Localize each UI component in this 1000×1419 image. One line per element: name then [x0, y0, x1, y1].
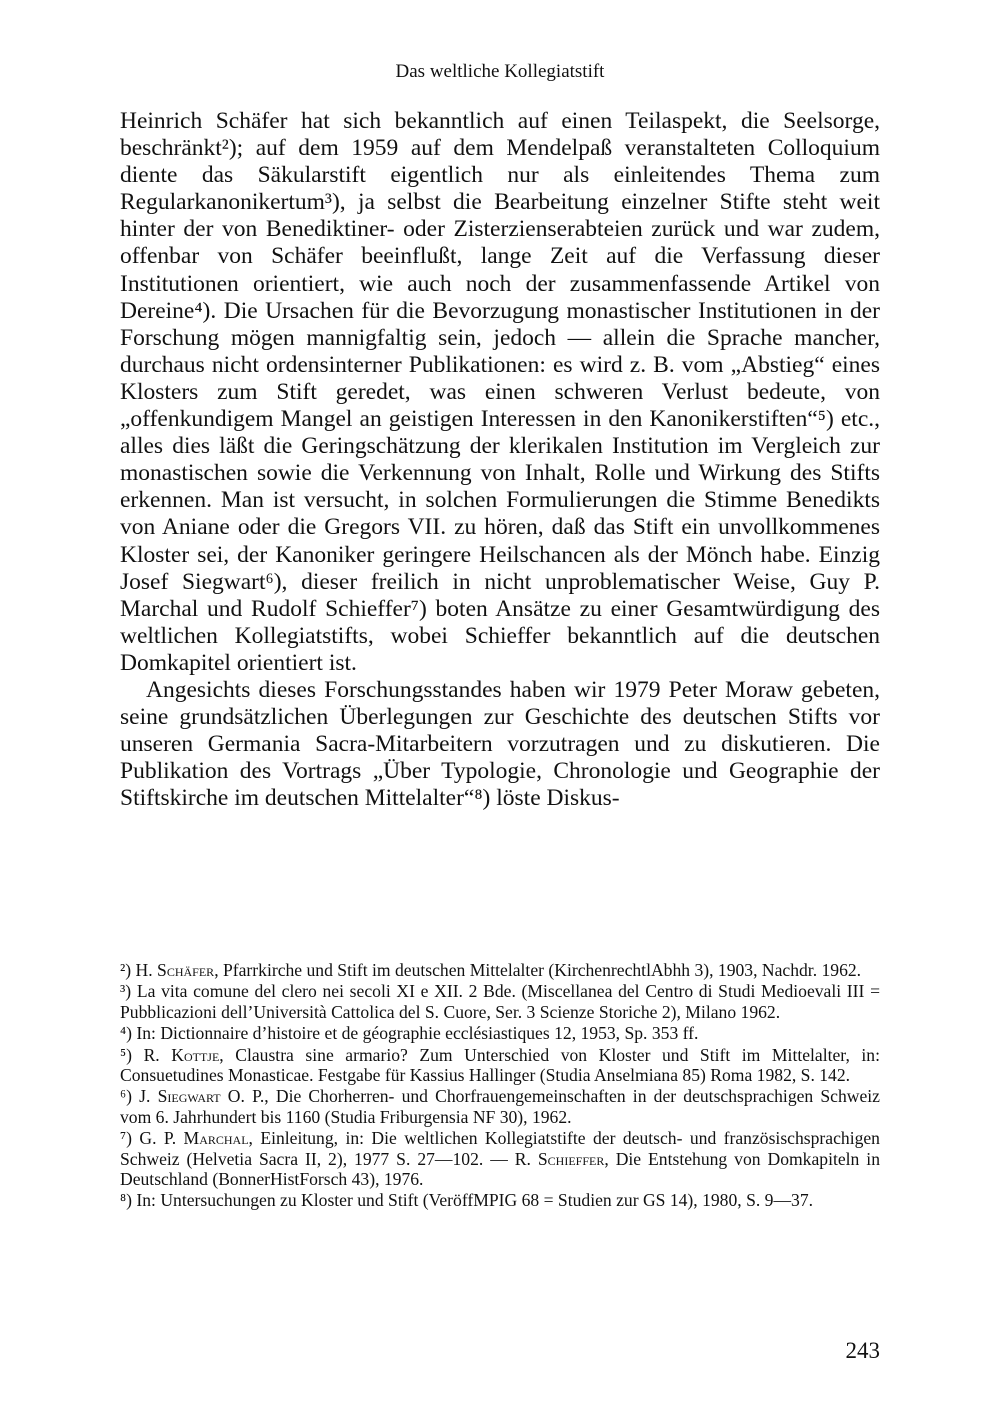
footnote-mark: ⁵) — [120, 1044, 132, 1065]
footnote-mark: ⁷) — [120, 1128, 132, 1149]
main-text — [120, 108, 880, 812]
footnote-4 — [120, 1023, 880, 1043]
footnote-mark: ⁶) — [120, 1086, 132, 1107]
footnote-text: , Die Entstehung von Domkapiteln in Deutschland (BonnerHistForsch 43), 1976. — [120, 1148, 880, 1190]
footnote-2 — [120, 960, 880, 980]
footnote-mark: ³) — [120, 981, 132, 1002]
footnote-author: R. Schieffer — [514, 1148, 605, 1169]
footnote-text: , Claustra sine armario? Zum Unterschied von Kloster und Stift im Mittelalter, in: Consuetudines Monasticae. Festgabe für Kassius Hallinger (Studia Anselmiana 85) Roma 1982, S. 142. — [120, 1044, 880, 1086]
paragraph: Heinrich Schäfer hat sich bekanntlich auf einen Teilaspekt, die Seelsorge, beschränkt²); auf dem 1959 auf dem Mendelpaß veranstalteten Colloquium diente das Säkularstift eigentlich nur als einleitendes Thema zum Regularkanonikertum³), ja selbst die Bearbeitung einzelner Stifte steht weit hinter der von Benediktiner- oder Zisterzienserabteien zurück und war zudem, offenbar von Schäfer beeinflußt, lange Zeit auf die Verfassung dieser Institutionen orientiert, wie auch noch der zusammenfassende Artikel von Dereine⁴). Die Ursachen für die Bevorzugung monastischer Institutionen in der Forschung mögen mannigfaltig sein, jedoch — allein die Sprache mancher, durchaus nicht ordensinterner Publikationen: es wird z. B. vom „Abstieg“ eines Klosters zum Stift geredet, was einen schweren Verlust bedeute, von „offenkundigem Mangel an geistigen Interessen in den Kanonikerstiften“⁵) etc., alles dies läßt die Geringschätzung der klerikalen Institution im Vergleich zur monastischen sowie die Verkennung von Inhalt, Rolle und Wirkung des Stifts erkennen. Man ist versucht, in solchen Formulierungen die Stimme Benedikts von Aniane oder die Gregors VII. zu hören, daß das Stift ein unvollkommenes Kloster sei, der Kanoniker geringere Heilschancen als der Mönch habe. Einzig Josef Siegwart⁶), dieser freilich in nicht unproblematischer Weise, Guy P. Marchal und Rudolf Schieffer⁷) boten Ansätze zu einer Gesamtwürdigung des weltlichen Kollegiatstifts, wobei Schieffer bekanntlich auf die deutschen Domkapitel orientiert ist. — [120, 108, 880, 676]
footnote-8 — [120, 1190, 880, 1210]
footnote-author: R. Kottje — [143, 1044, 220, 1065]
footnote-text: O. P., Die Chorherren- und Chorfrauengemeinschaften in der deutschsprachigen Schweiz vom 6. Jahrhundert bis 1160 (Studia Friburgensia NF 30), 1962. — [120, 1086, 880, 1127]
footnote-author: G. P. Marchal — [139, 1128, 249, 1149]
footnote-3 — [120, 981, 880, 1022]
running-head: Das weltliche Kollegiatstift — [395, 61, 605, 82]
footnote-mark: ⁴) — [120, 1023, 132, 1044]
footnote-text: , Einleitung, in: Die weltlichen Kollegiatstifte der deutsch- und französischsprachigen Schweiz (Helvetia Sacra II, 2), 1977 S. 27—102. — — [120, 1128, 880, 1169]
footnote-text: In: Dictionnaire d’histoire et de géographie ecclésiastiques 12, 1953, Sp. 353 ff. — [136, 1023, 699, 1044]
footnote-7 — [120, 1128, 880, 1189]
footnote-author: H. Schäfer — [135, 960, 215, 980]
footnote-5 — [120, 1045, 880, 1086]
footnotes — [120, 960, 880, 1212]
footnote-author: J. Siegwart — [139, 1086, 221, 1107]
footnote-text: , Pfarrkirche und Stift im deutschen Mittelalter (KirchenrechtlAbhh 3), 1903, Nachdr. 1962. — [214, 960, 862, 980]
footnote-text: La vita comune del clero nei secoli XI e XII. 2 Bde. (Miscellanea del Centro di Studi Medioevali III = Pubblicazioni dell’Università Cattolica del S. Cuore, Ser. 3 Scienze Storiche 2), Milano 1962. — [120, 981, 880, 1022]
footnote-mark: ²) — [120, 960, 132, 980]
footnote-6 — [120, 1086, 880, 1127]
paragraph: Angesichts dieses Forschungsstandes haben wir 1979 Peter Moraw gebeten, seine grundsätzlichen Überlegungen zur Geschichte des deutschen Stifts vor unseren Germania Sacra-Mitarbeitern vorzutragen und zu diskutieren. Die Publikation des Vortrags „Über Typologie, Chronologie und Geographie der Stiftskirche im deutschen Mittelalter“⁸) löste Diskus- — [120, 676, 880, 812]
footnote-text: In: Untersuchungen zu Kloster und Stift (VeröffMPIG 68 = Studien zur GS 14), 1980, S. 9—37. — [136, 1190, 814, 1211]
footnote-mark: ⁸) — [120, 1190, 132, 1211]
page-number: 243 — [845, 1338, 880, 1363]
